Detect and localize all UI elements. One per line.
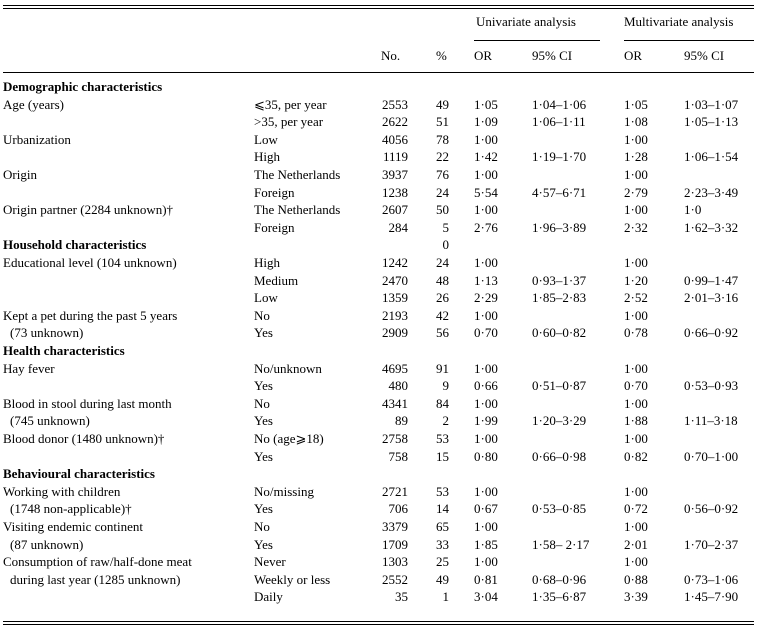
table-row xyxy=(0,148,757,166)
or-multivariate-cell: 1·00 xyxy=(624,131,648,147)
category-cell: The Netherlands xyxy=(254,167,341,182)
percent-cell: 48 xyxy=(436,272,449,288)
table-row xyxy=(0,324,757,342)
or-univariate-cell: 5·54 xyxy=(474,184,498,200)
ci-multivariate-cell: 0·56–0·92 xyxy=(684,501,739,517)
ci-multivariate-cell: 2·23–3·49 xyxy=(684,184,739,200)
multivariate-underline xyxy=(624,40,754,41)
or-multivariate-cell: 2·79 xyxy=(624,184,648,200)
header-rule xyxy=(3,72,754,73)
ci-univariate-cell: 0·68–0·96 xyxy=(532,571,587,587)
table-row xyxy=(0,166,757,184)
percent-cell: 78 xyxy=(436,131,449,147)
header-or-multivariate: OR xyxy=(624,48,643,63)
or-univariate-cell: 1·00 xyxy=(474,360,498,376)
percent-cell: 24 xyxy=(436,184,449,200)
ci-multivariate-cell: 1·45–7·90 xyxy=(684,589,739,605)
count-cell: 284 xyxy=(388,219,408,235)
header-ci-multivariate: 95% CI xyxy=(684,48,725,63)
section-heading: Behavioural characteristics xyxy=(3,466,155,482)
ci-multivariate-cell: 1·06–1·54 xyxy=(684,149,739,165)
or-univariate-cell: 1·00 xyxy=(474,307,498,323)
or-univariate-cell: 1·00 xyxy=(474,131,498,147)
or-multivariate-cell: 1·05 xyxy=(624,96,648,112)
or-multivariate-cell: 0·82 xyxy=(624,448,648,464)
or-univariate-cell: 1·99 xyxy=(474,413,498,429)
percent-cell: 49 xyxy=(436,571,449,587)
section-row xyxy=(0,342,757,360)
category-cell: Yes xyxy=(254,536,273,552)
count-cell: 4695 xyxy=(382,360,408,376)
ci-univariate-cell: 0·66–0·98 xyxy=(532,448,587,464)
ci-multivariate-cell: 0·73–1·06 xyxy=(684,571,739,587)
category-cell: Low xyxy=(254,290,278,306)
ci-univariate-cell: 1·19–1·70 xyxy=(532,149,587,165)
or-multivariate-cell: 3·39 xyxy=(624,589,648,605)
count-cell: 2607 xyxy=(382,202,408,218)
ci-univariate-cell: 1·35–6·87 xyxy=(532,589,587,605)
ci-univariate-cell: 1·06–1·11 xyxy=(532,114,586,130)
or-multivariate-cell: 1·08 xyxy=(624,114,648,130)
header-univariate: Univariate analysis xyxy=(476,14,576,29)
percent-cell: 76 xyxy=(436,167,449,182)
category-cell: >35, per year xyxy=(254,114,324,130)
or-multivariate-cell: 1·00 xyxy=(624,431,648,446)
count-cell: 480 xyxy=(388,378,408,394)
category-cell: High xyxy=(254,149,280,165)
table-row xyxy=(0,571,757,589)
section-row xyxy=(0,236,757,254)
or-univariate-cell: 1·00 xyxy=(474,167,498,182)
section-heading: Demographic characteristics xyxy=(3,79,163,94)
category-cell: No xyxy=(254,395,270,411)
or-multivariate-cell: 0·88 xyxy=(624,571,648,587)
or-multivariate-cell: 1·00 xyxy=(624,255,648,270)
or-univariate-cell: 1·00 xyxy=(474,255,498,270)
row-label: Urbanization xyxy=(3,131,71,147)
category-cell: Low xyxy=(254,131,278,147)
or-multivariate-cell: 1·00 xyxy=(624,307,648,323)
count-cell: 4056 xyxy=(382,131,408,147)
or-univariate-cell: 1·00 xyxy=(474,519,498,534)
or-multivariate-cell: 2·32 xyxy=(624,219,648,235)
ci-multivariate-cell: 0·66–0·92 xyxy=(684,325,739,341)
or-univariate-cell: 0·70 xyxy=(474,325,498,341)
category-cell: Yes xyxy=(254,378,273,394)
count-cell: 1119 xyxy=(382,149,408,165)
univariate-underline xyxy=(474,40,600,41)
ci-univariate-cell: 1·58– 2·17 xyxy=(532,536,590,552)
count-cell: 2470 xyxy=(382,272,408,288)
or-univariate-cell: 2·29 xyxy=(474,290,498,306)
category-cell: Daily xyxy=(254,589,283,605)
percent-cell: 50 xyxy=(436,202,449,218)
or-multivariate-cell: 0·78 xyxy=(624,325,648,341)
row-label: Educational level (104 unknown) xyxy=(3,255,177,270)
or-univariate-cell: 1·00 xyxy=(474,483,498,499)
percent-cell: 0 xyxy=(442,237,449,253)
percent-cell: 33 xyxy=(436,536,449,552)
or-multivariate-cell: 0·70 xyxy=(624,378,648,394)
row-label: Visiting endemic continent xyxy=(3,519,144,534)
ci-univariate-cell: 0·51–0·87 xyxy=(532,378,587,394)
or-multivariate-cell: 1·00 xyxy=(624,395,648,411)
or-univariate-cell: 0·67 xyxy=(474,501,498,517)
row-label: Kept a pet during the past 5 years xyxy=(3,307,178,323)
category-cell: Yes xyxy=(254,501,273,517)
or-multivariate-cell: 1·28 xyxy=(624,149,648,165)
ci-univariate-cell: 1·85–2·83 xyxy=(532,290,587,306)
ci-univariate-cell: 1·20–3·29 xyxy=(532,413,587,429)
percent-cell: 42 xyxy=(436,307,449,323)
category-cell: No (age⩾18) xyxy=(254,431,324,446)
header-no: No. xyxy=(381,48,401,63)
table-row xyxy=(0,289,757,307)
category-cell: ⩽35, per year xyxy=(254,96,327,112)
row-label: Origin partner (2284 unknown)† xyxy=(3,202,174,218)
row-label: Consumption of raw/half-done meat xyxy=(3,554,192,570)
row-label: Age (years) xyxy=(3,96,64,112)
table-row xyxy=(0,307,757,325)
row-label: Blood donor (1480 unknown)† xyxy=(3,431,165,446)
or-multivariate-cell: 1·20 xyxy=(624,272,648,288)
or-multivariate-cell: 1·00 xyxy=(624,519,648,534)
header-multivariate: Multivariate analysis xyxy=(624,14,734,29)
count-cell: 1238 xyxy=(382,184,408,200)
or-multivariate-cell: 1·88 xyxy=(624,413,648,429)
category-cell: Yes xyxy=(254,325,273,341)
or-multivariate-cell: 2·01 xyxy=(624,536,648,552)
table-row xyxy=(0,553,757,571)
count-cell: 89 xyxy=(395,413,408,429)
category-cell: Yes xyxy=(254,413,273,429)
ci-multivariate-cell: 0·53–0·93 xyxy=(684,378,739,394)
category-cell: Yes xyxy=(254,448,273,464)
count-cell: 706 xyxy=(388,501,408,517)
table-row xyxy=(0,272,757,290)
table-row xyxy=(0,201,757,219)
count-cell: 35 xyxy=(395,589,408,605)
percent-cell: 53 xyxy=(436,431,449,446)
table-row xyxy=(0,448,757,466)
ci-multivariate-cell: 1·03–1·07 xyxy=(684,96,739,112)
or-univariate-cell: 2·76 xyxy=(474,219,498,235)
count-cell: 1303 xyxy=(382,554,408,570)
header-or-univariate: OR xyxy=(474,48,493,63)
or-multivariate-cell: 1·00 xyxy=(624,554,648,570)
percent-cell: 15 xyxy=(436,448,449,464)
or-univariate-cell: 1·00 xyxy=(474,202,498,218)
row-label: Working with children xyxy=(3,483,121,499)
count-cell: 3379 xyxy=(382,519,408,534)
percent-cell: 51 xyxy=(436,114,449,130)
ci-univariate-cell: 4·57–6·71 xyxy=(532,184,587,200)
ci-multivariate-cell: 1·70–2·37 xyxy=(684,536,739,552)
ci-univariate-cell: 0·93–1·37 xyxy=(532,272,587,288)
or-univariate-cell: 1·00 xyxy=(474,431,498,446)
or-multivariate-cell: 0·72 xyxy=(624,501,648,517)
ci-univariate-cell: 0·60–0·82 xyxy=(532,325,587,341)
percent-cell: 22 xyxy=(436,149,449,165)
or-univariate-cell: 1·09 xyxy=(474,114,498,130)
category-cell: No/missing xyxy=(254,483,314,499)
table-row xyxy=(0,184,757,202)
row-label: (745 unknown) xyxy=(10,413,90,429)
category-cell: The Netherlands xyxy=(254,202,341,218)
row-label: Origin xyxy=(3,167,37,182)
table-row xyxy=(0,518,757,536)
or-multivariate-cell: 1·00 xyxy=(624,483,648,499)
count-cell: 3937 xyxy=(382,167,408,182)
count-cell: 758 xyxy=(388,448,408,464)
table-row xyxy=(0,254,757,272)
or-univariate-cell: 1·42 xyxy=(474,149,498,165)
table-row xyxy=(0,536,757,554)
category-cell: High xyxy=(254,255,280,270)
or-univariate-cell: 3·04 xyxy=(474,589,498,605)
percent-cell: 49 xyxy=(436,96,449,112)
bottom-rule-2 xyxy=(3,624,754,625)
or-multivariate-cell: 2·52 xyxy=(624,290,648,306)
count-cell: 2552 xyxy=(382,571,408,587)
category-cell: No xyxy=(254,307,270,323)
category-cell: Foreign xyxy=(254,184,295,200)
count-cell: 2721 xyxy=(382,483,408,499)
section-heading: Household characteristics xyxy=(3,237,147,253)
percent-cell: 24 xyxy=(436,255,449,270)
count-cell: 2758 xyxy=(382,431,408,446)
table-row xyxy=(0,483,757,501)
count-cell: 2193 xyxy=(382,307,408,323)
count-cell: 1242 xyxy=(382,255,408,270)
category-cell: Weekly or less xyxy=(254,571,331,587)
count-cell: 1709 xyxy=(382,536,408,552)
or-univariate-cell: 1·85 xyxy=(474,536,498,552)
ci-univariate-cell: 0·53–0·85 xyxy=(532,501,587,517)
or-multivariate-cell: 1·00 xyxy=(624,360,648,376)
row-label: Blood in stool during last month xyxy=(3,395,172,411)
ci-multivariate-cell: 1·11–3·18 xyxy=(684,413,738,429)
bottom-rule-1 xyxy=(3,621,754,622)
table-row xyxy=(0,113,757,131)
ci-univariate-cell: 1·96–3·89 xyxy=(532,219,587,235)
table-row xyxy=(0,360,757,378)
row-label: (1748 non-applicable)† xyxy=(10,501,132,517)
count-cell: 4341 xyxy=(382,395,408,411)
percent-cell: 91 xyxy=(436,360,449,376)
table-row xyxy=(0,500,757,518)
or-multivariate-cell: 1·00 xyxy=(624,167,648,182)
category-cell: Foreign xyxy=(254,219,295,235)
count-cell: 2622 xyxy=(382,114,408,130)
percent-cell: 84 xyxy=(436,395,449,411)
category-cell: No xyxy=(254,519,270,534)
ci-multivariate-cell: 1·62–3·32 xyxy=(684,219,739,235)
row-label: Hay fever xyxy=(3,360,55,376)
percent-cell: 25 xyxy=(436,554,449,570)
table-row xyxy=(0,588,757,606)
row-label: (73 unknown) xyxy=(10,325,84,341)
category-cell: No/unknown xyxy=(254,360,322,376)
or-univariate-cell: 0·81 xyxy=(474,571,498,587)
percent-cell: 5 xyxy=(442,219,449,235)
table-row xyxy=(0,395,757,413)
percent-cell: 53 xyxy=(436,483,449,499)
table-row xyxy=(0,219,757,237)
ci-univariate-cell: 1·04–1·06 xyxy=(532,96,587,112)
or-univariate-cell: 1·13 xyxy=(474,272,498,288)
percent-cell: 56 xyxy=(436,325,449,341)
header-pct: % xyxy=(436,48,447,63)
percent-cell: 1 xyxy=(442,589,449,605)
or-univariate-cell: 1·00 xyxy=(474,395,498,411)
section-row xyxy=(0,78,757,96)
row-label: (87 unknown) xyxy=(10,536,84,552)
table-row xyxy=(0,377,757,395)
table-row xyxy=(0,96,757,114)
ci-multivariate-cell: 2·01–3·16 xyxy=(684,290,739,306)
count-cell: 1359 xyxy=(382,290,408,306)
count-cell: 2909 xyxy=(382,325,408,341)
category-cell: Medium xyxy=(254,272,299,288)
row-label: during last year (1285 unknown) xyxy=(10,571,181,587)
category-cell: Never xyxy=(254,554,286,570)
count-cell: 2553 xyxy=(382,96,408,112)
ci-multivariate-cell: 1·05–1·13 xyxy=(684,114,739,130)
top-rule-1 xyxy=(3,5,754,6)
ci-multivariate-cell: 0·99–1·47 xyxy=(684,272,739,288)
section-row xyxy=(0,465,757,483)
percent-cell: 9 xyxy=(442,378,449,394)
table-row xyxy=(0,412,757,430)
or-univariate-cell: 1·05 xyxy=(474,96,498,112)
percent-cell: 26 xyxy=(436,290,449,306)
or-univariate-cell: 0·66 xyxy=(474,378,498,394)
header-ci-univariate: 95% CI xyxy=(532,48,573,63)
or-univariate-cell: 1·00 xyxy=(474,554,498,570)
top-rule-2 xyxy=(3,8,754,9)
section-heading: Health characteristics xyxy=(3,343,125,358)
or-univariate-cell: 0·80 xyxy=(474,448,498,464)
table-row xyxy=(0,131,757,149)
percent-cell: 2 xyxy=(442,413,449,429)
ci-multivariate-cell: 1·0 xyxy=(684,202,702,218)
ci-multivariate-cell: 0·70–1·00 xyxy=(684,448,739,464)
or-multivariate-cell: 1·00 xyxy=(624,202,648,218)
percent-cell: 14 xyxy=(436,501,449,517)
percent-cell: 65 xyxy=(436,519,449,534)
table-row xyxy=(0,430,757,448)
